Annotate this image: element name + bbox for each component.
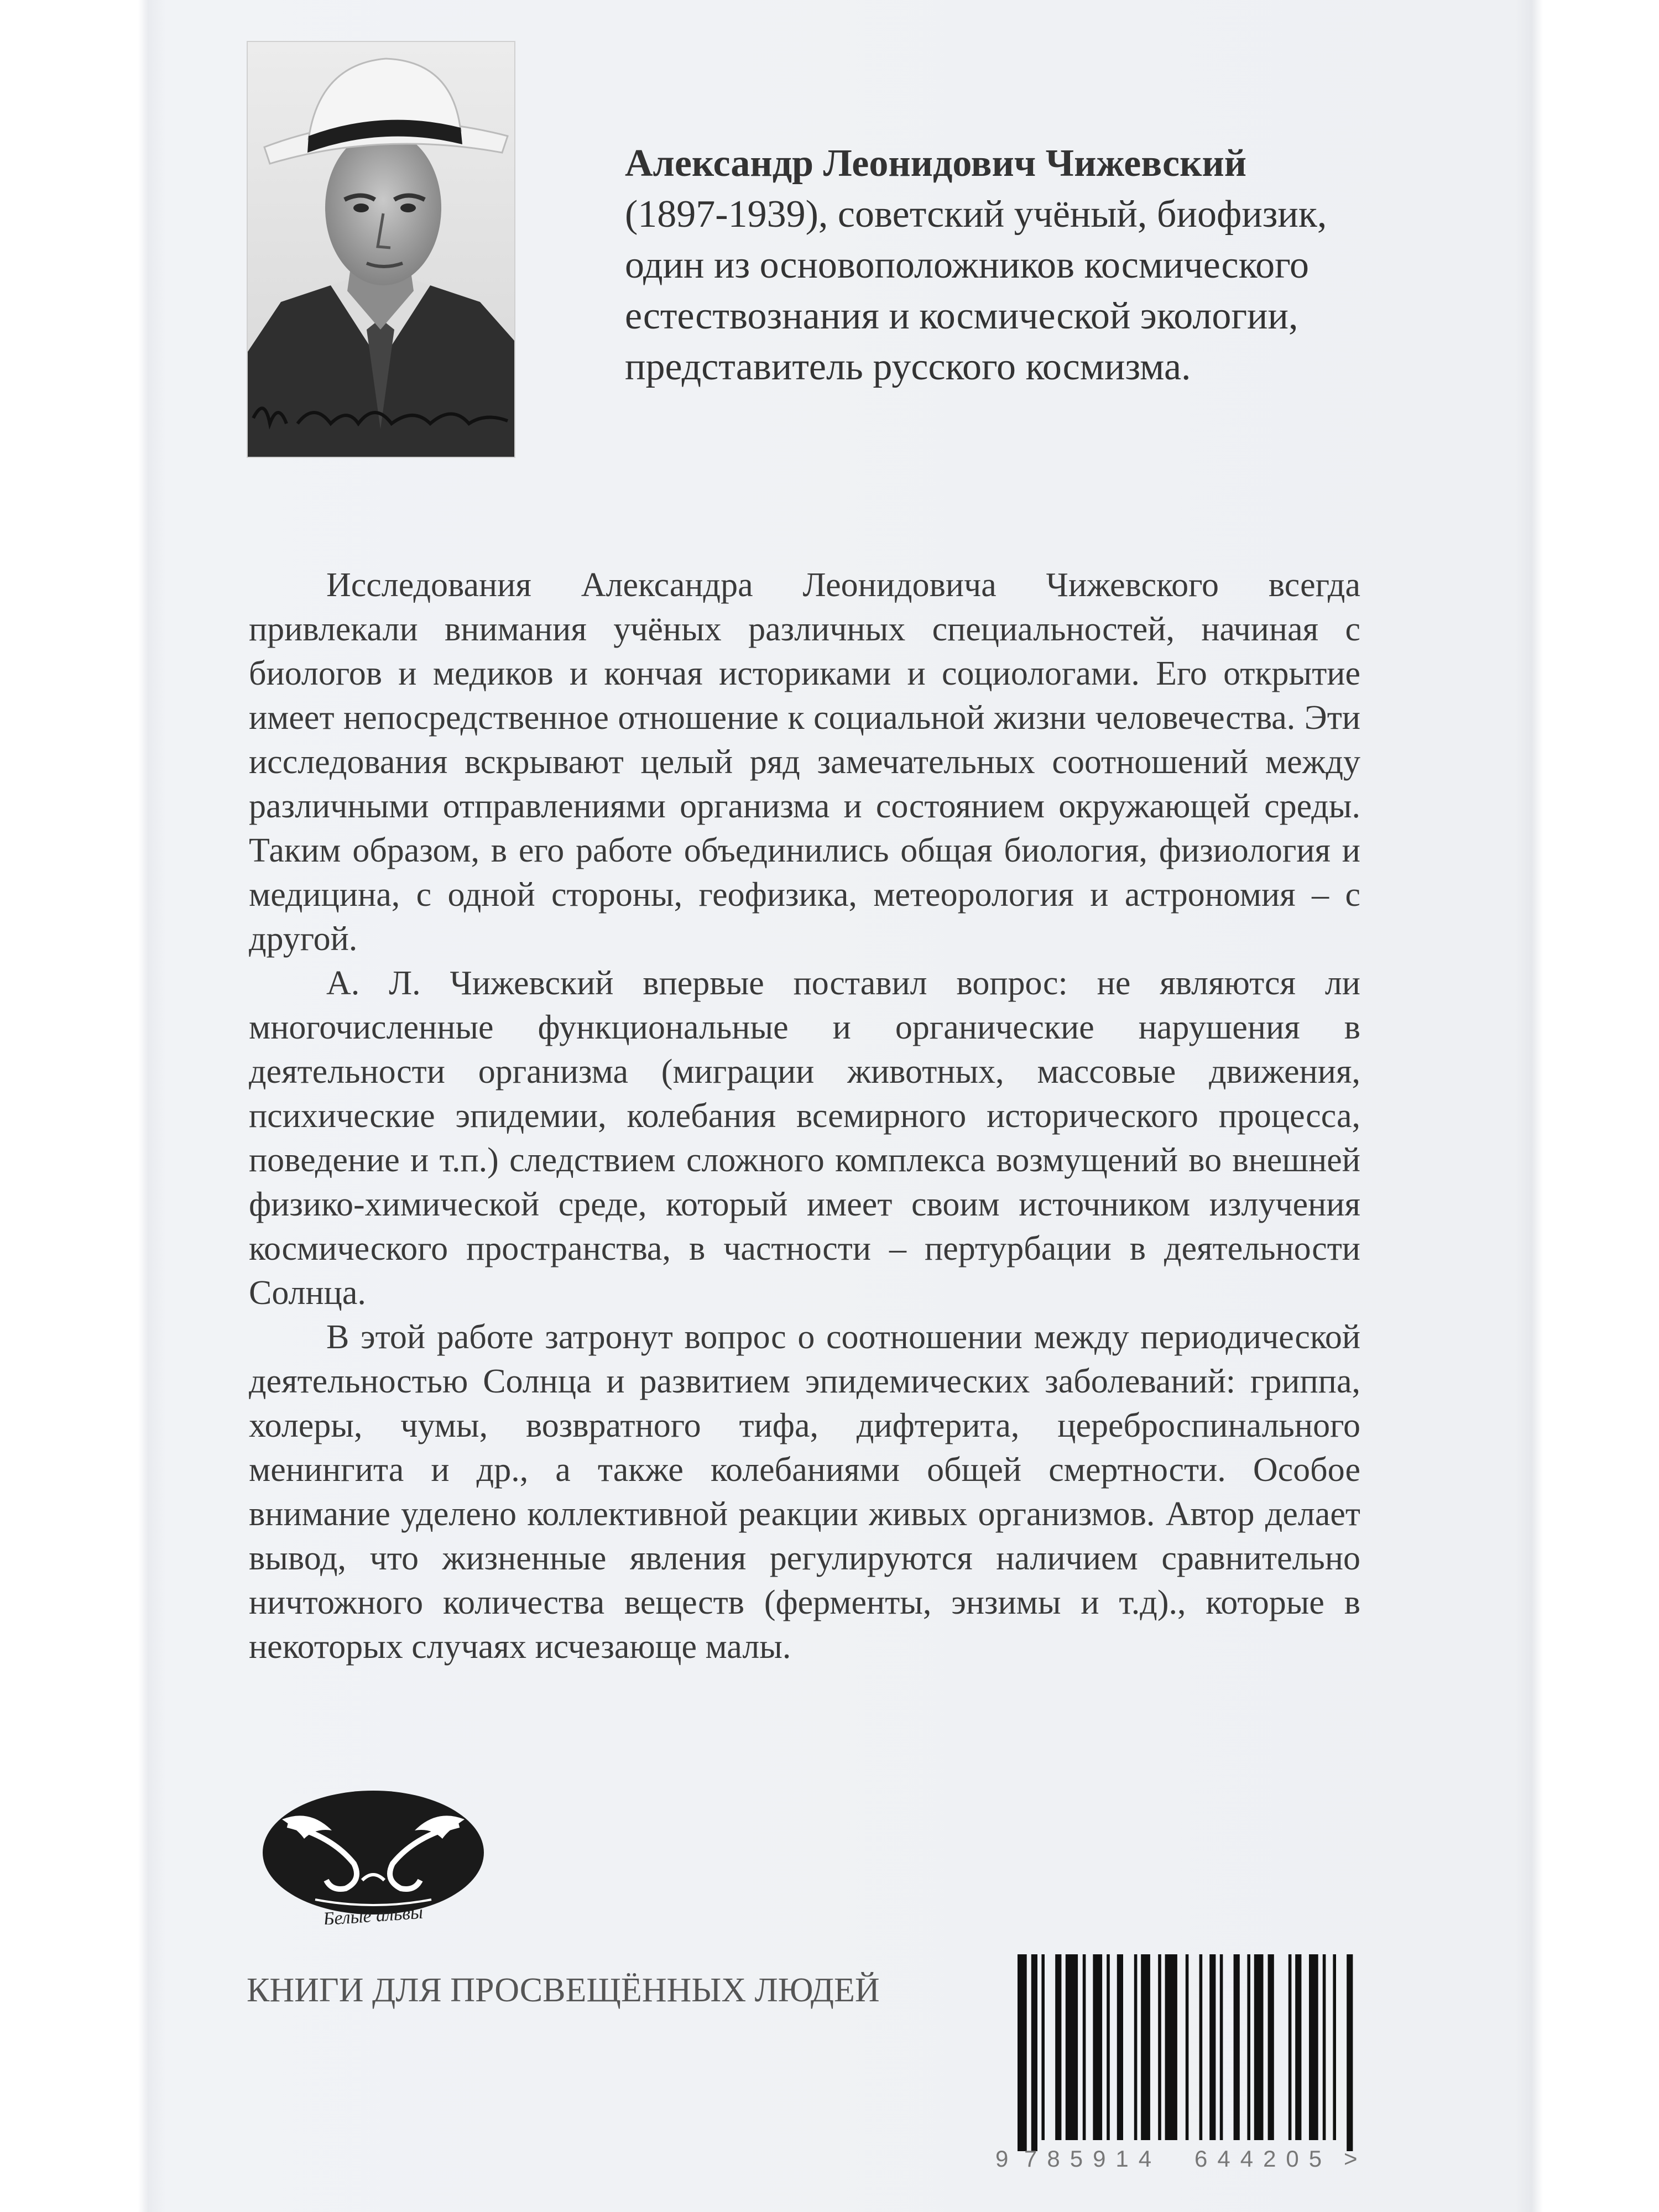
barcode-bar xyxy=(1018,1954,1027,2151)
barcode-bar xyxy=(1254,1954,1264,2140)
barcode-bar xyxy=(1347,1954,1353,2151)
series-tagline: КНИГИ ДЛЯ ПРОСВЕЩЁННЫХ ЛЮДЕЙ xyxy=(247,1971,880,2009)
isbn-barcode xyxy=(995,1954,1360,2151)
isbn-digits-left: 785914 xyxy=(1024,2146,1162,2172)
barcode-bar xyxy=(1295,1954,1301,2140)
isbn-digits-right: 644205 xyxy=(1194,2146,1332,2172)
barcode-bar xyxy=(1031,1954,1037,2151)
publisher-name: Белые альвы xyxy=(322,1902,424,1924)
description-paragraph: Исследования Александра Леонидовича Чижевского всегда привлекали внимания учёных различных специальностей, начиная с биологов и медиков и кончая историками и социологами. Его открытие имеет непосредственное отношение к социальной жизни человечества. Эти исследования вскрывают целый ряд замечательных соотношений между различными отправлениями организма и состоянием окружающей среды. Таким образом, в его работе объединились общая биология, физиология и медицина, с одной стороны, геофизика, метеорология и астрономия – с другой. xyxy=(249,566,1360,958)
barcode-bar xyxy=(1333,1954,1336,2140)
barcode-bar xyxy=(1134,1954,1138,2140)
description-paragraph: А. Л. Чижевский впервые поставил вопрос: не являются ли многочисленные функциональные и органические нарушения в деятельности организма (миграции животных, массовые движения, психические эпидемии, колебания всемирного исторического процесса, поведение и т.п.) следствием сложного комплекса возмущений во внешней физико-химической среде, который имеет своим источником излучения космического пространства, в частности – пертурбации в деятельности Солнца. xyxy=(249,964,1360,1312)
isbn-digit-first: 9 xyxy=(995,2146,1009,2172)
author-bio-text: (1897-1939), советский учёный, биофизик, один из основоположников космического естествознания и космической экологии, представитель русского космизма. xyxy=(625,193,1327,388)
barcode-bar xyxy=(1107,1954,1110,2140)
barcode-bar xyxy=(1288,1954,1292,2140)
author-portrait xyxy=(248,42,514,457)
barcode-bar xyxy=(1323,1954,1326,2140)
barcode-bar xyxy=(1268,1954,1274,2140)
barcode-bar xyxy=(1117,1954,1123,2140)
book-description xyxy=(249,563,1360,1669)
description-paragraph: В этой работе затронут вопрос о соотношении между периодической деятельностью Солнца и развитием эпидемических заболеваний: гриппа, холеры, чумы, возвратного тифа, дифтерита, цереброспинального менингита и др., а также колебаниями общей смертности. Особое внимание уделено коллективной реакции живых организмов. Автор делает вывод, что жизненные явления регулируются наличием сравнительно ничтожного количества веществ (ферменты, энзимы и т.д)., которые в некоторых случаях исчезающе малы. xyxy=(249,1318,1360,1666)
barcode-bar xyxy=(1093,1954,1102,2140)
barcode-bar xyxy=(1234,1954,1240,2140)
barcode-bar xyxy=(1186,1954,1189,2140)
barcode-bar xyxy=(1165,1954,1177,2140)
publisher-logo xyxy=(249,1786,498,1924)
barcode-bar xyxy=(1041,1954,1045,2140)
barcode-bar xyxy=(1066,1954,1078,2140)
barcode-bar xyxy=(1199,1954,1203,2140)
barcode-bar xyxy=(1220,1954,1223,2140)
barcode-bar xyxy=(1055,1954,1061,2140)
barcode-bar xyxy=(1141,1954,1150,2140)
isbn-marker: > xyxy=(1344,2146,1358,2172)
author-name: Александр Леонидович Чижевский xyxy=(625,142,1247,185)
barcode-bar xyxy=(1209,1954,1215,2140)
author-bio xyxy=(625,138,1410,393)
barcode-bar xyxy=(1309,1954,1318,2140)
barcode-bar xyxy=(1247,1954,1250,2140)
barcode-bar xyxy=(1083,1954,1086,2140)
barcode-bar xyxy=(1158,1954,1161,2140)
